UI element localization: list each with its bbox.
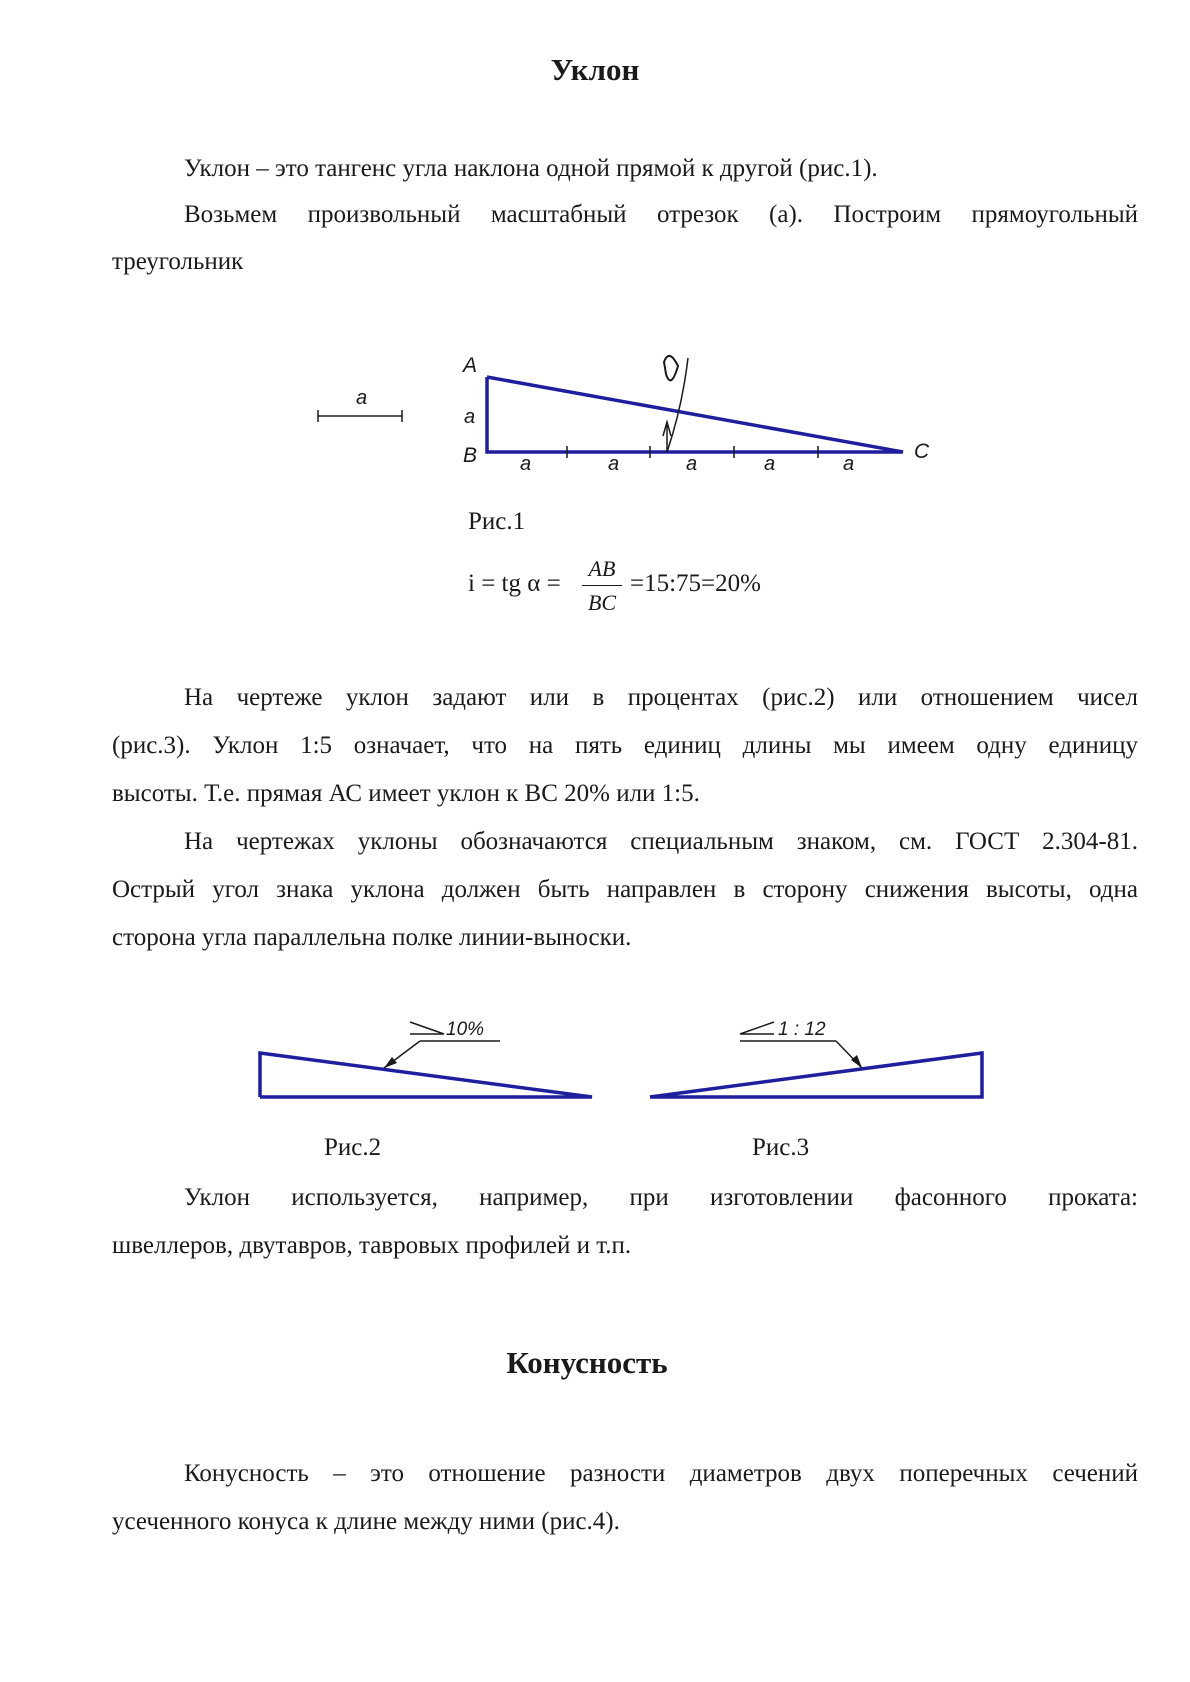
- paragraph-gost-line1: На чертежах уклоны обозначаются специальным знаком, см. ГОСТ 2.304-81.: [184, 828, 1138, 855]
- formula-rhs: =15:75=20%: [630, 570, 761, 597]
- paragraph-slope-definition: Уклон – это тангенс угла наклона одной прямой к другой (рис.1).: [184, 155, 878, 182]
- figure-2-caption: Рис.2: [324, 1134, 382, 1161]
- base-label-2: a: [608, 453, 620, 475]
- base-label-4: a: [764, 453, 776, 475]
- paragraph-notation-line3: высоты. Т.е. прямая АС имеет уклон к ВС 20% или 1:5.: [112, 780, 700, 807]
- paragraph-gost-line3: сторона угла параллельна полке линии-выноски.: [112, 924, 632, 951]
- paragraph-usage-line2: швеллеров, двутавров, тавровых профилей и т.п.: [112, 1232, 632, 1259]
- label-b-vertex: B: [463, 444, 478, 467]
- figure-2-arrow: [384, 1057, 397, 1068]
- paragraph-taper-line2: усеченного конуса к длине между ними (рис.4).: [112, 1508, 620, 1535]
- figure-3-wedge: [650, 1053, 982, 1097]
- formula-fraction-bar: [582, 585, 622, 586]
- figure-3-caption: Рис.3: [752, 1134, 810, 1161]
- label-a-vertex: A: [463, 354, 478, 377]
- section-title-slope: Уклон: [550, 52, 640, 87]
- figure-2-slope-sign: [410, 1022, 444, 1034]
- formula-numerator: AB: [588, 556, 616, 581]
- figure-2-label: 10%: [446, 1019, 485, 1040]
- label-side-ab: a: [464, 406, 476, 428]
- paragraph-notation-line1: На чертеже уклон задают или в процентах (рис.2) или отношением чисел: [184, 684, 1138, 711]
- paragraph-segment-line2: треугольник: [112, 248, 244, 275]
- section-title-taper: Конусность: [506, 1345, 668, 1380]
- figure-1-triangle: [0, 330, 1190, 480]
- formula-lhs: i = tg α =: [468, 570, 561, 597]
- formula-denominator: BC: [587, 590, 617, 615]
- scale-label: a: [356, 387, 368, 409]
- paragraph-usage-line1: Уклон используется, например, при изготовлении фасонного проката:: [184, 1184, 1138, 1211]
- figure-3-arrow: [851, 1055, 862, 1068]
- base-label-5: a: [843, 453, 855, 475]
- figure-2-wedge: [260, 1053, 592, 1097]
- paragraph-gost-line2: Острый угол знака уклона должен быть направлен в сторону снижения высоты, одна: [112, 876, 1138, 903]
- alpha-symbol: [664, 356, 678, 381]
- label-c-vertex: C: [914, 440, 930, 463]
- base-label-1: a: [520, 453, 532, 475]
- figure-3-label: 1 : 12: [778, 1019, 826, 1040]
- base-label-3: a: [686, 453, 698, 475]
- paragraph-notation-line2: (рис.3). Уклон 1:5 означает, что на пять единиц длины мы имеем одну единицу: [112, 732, 1138, 759]
- angle-arc: [667, 358, 688, 452]
- figures-2-3: [0, 1005, 1190, 1115]
- figure-1-caption: Рис.1: [468, 508, 526, 535]
- paragraph-taper-line1: Конусность – это отношение разности диаметров двух поперечных сечений: [184, 1460, 1138, 1487]
- triangle-abc: [487, 377, 903, 452]
- paragraph-segment-line1: Возьмем произвольный масштабный отрезок (а). Построим прямоугольный: [184, 201, 1138, 228]
- figure-3-slope-sign: [740, 1022, 774, 1034]
